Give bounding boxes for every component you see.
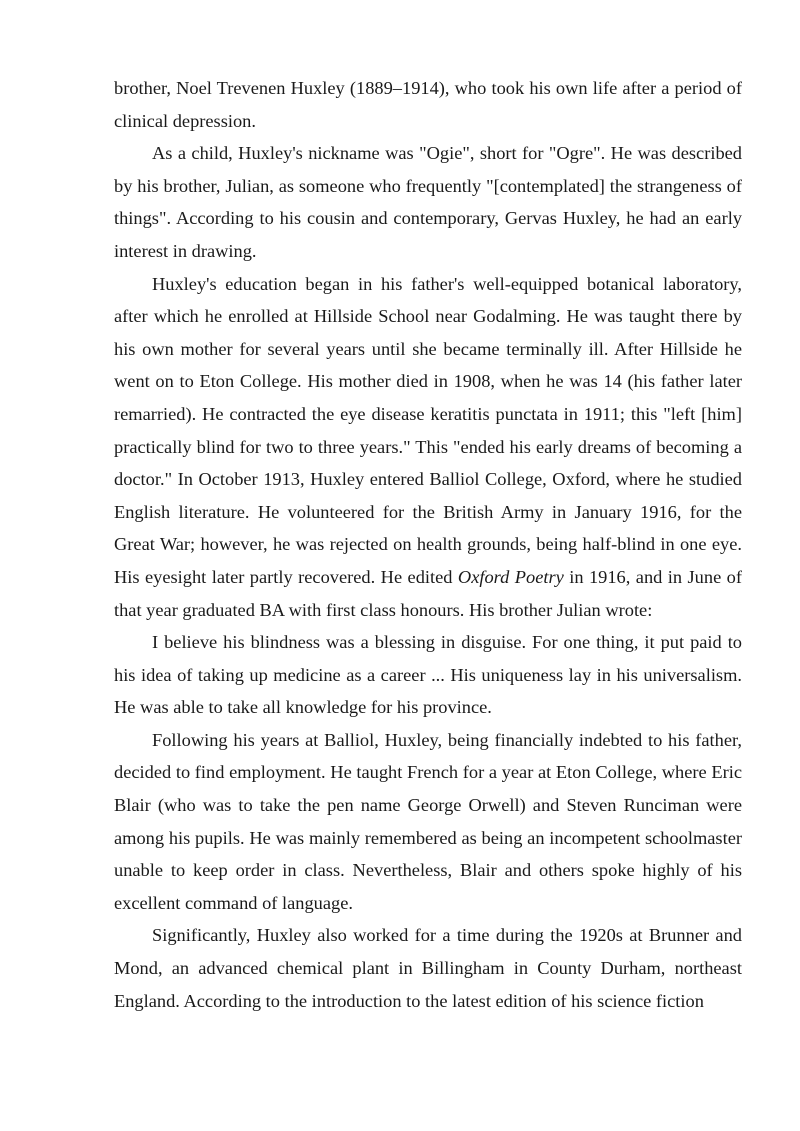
- paragraph-eton-teaching: Following his years at Balliol, Huxley, being financially indebted to his father, decided to find employment. He taught French for a year at Eton College, where Eric Blair (who was to take the pen name George Orwell) and Steven Runciman were among his pupils. He was mainly remembered as being an incompetent schoolmaster unable to keep order in class. Nevertheless, Blair and others spoke highly of his excellent command of language.: [114, 729, 742, 913]
- paragraph-brunner-mond: Significantly, Huxley also worked for a time during the 1920s at Brunner and Mond, an advanced chemical plant in Billingham in County Durham, northeast England. According to the introduction to the latest edition of his science fiction: [114, 925, 742, 1011]
- paragraph-education: [114, 268, 742, 627]
- document-page: [114, 72, 742, 1017]
- oxford-poetry-title: Oxford Poetry: [457, 566, 564, 587]
- education-text-start: Huxley's education began in his father's well-equipped botanical laboratory, after which he enrolled at Hillside School near Godalming. He was taught there by his own mother for several years until she became terminally ill. After Hillside he went on to Eton College. His mother died in 1908, when he was 14 (his father later remarried). He contracted the eye disease keratitis punctata in 1911; this "left [him] practically blind for two to three years." This "ended his early dreams of becoming a doctor." In October 1913, Huxley entered Balliol College, Oxford, where he studied English literature. He volunteered for the British Army in January 1916, for the Great War; however, he was rejected on health grounds, being half-blind in one eye. His eyesight later partly recovered. He edited: [114, 273, 742, 587]
- paragraph-julian-quote: I believe his blindness was a blessing in disguise. For one thing, it put paid to his idea of taking up medicine as a career ... His uniqueness lay in his universalism. He was able to take all knowledge for his province.: [114, 632, 742, 718]
- paragraph-childhood: As a child, Huxley's nickname was "Ogie", short for "Ogre". He was described by his brother, Julian, as someone who frequently "[contemplated] the strangeness of things". According to his cousin and contemporary, Gervas Huxley, he had an early interest in drawing.: [114, 143, 742, 261]
- education-text-end: in 1916, and in June of that year graduated BA with first class honours. His brother Julian wrote:: [114, 566, 742, 620]
- paragraph-continuation: brother, Noel Trevenen Huxley (1889–1914), who took his own life after a period of clinical depression.: [114, 78, 742, 131]
